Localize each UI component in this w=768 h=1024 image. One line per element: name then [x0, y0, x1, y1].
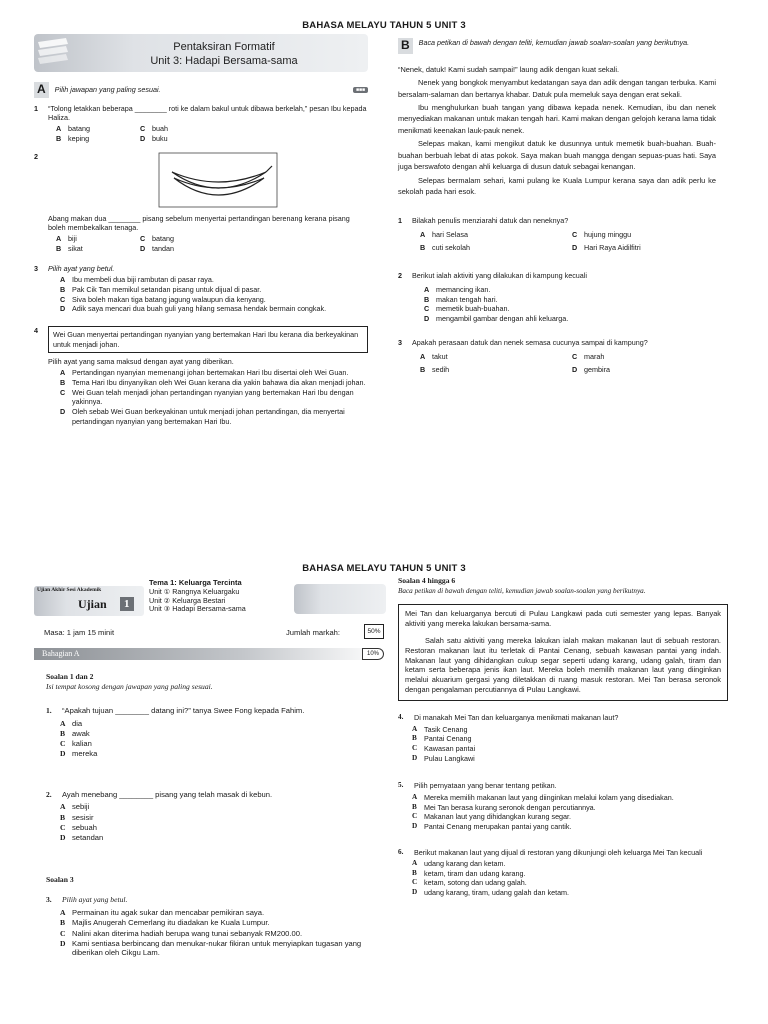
option[interactable]: B Pak Cik Tan memikul setandan pisang untuk dijual di pasar. — [60, 284, 262, 294]
p2-question-6 — [398, 848, 728, 898]
question-text: Pilih ayat yang betul. — [48, 263, 115, 273]
p2-question-5 — [398, 781, 728, 831]
option[interactable]: B makan tengah hari. — [424, 294, 498, 304]
question-number: 6. — [398, 847, 404, 856]
option[interactable]: D mereka — [60, 749, 98, 759]
section-b-instruction: Baca petikan di bawah dengan teliti, kemudian jawab soalan-soalan yang berikutnya. — [418, 38, 690, 47]
question-text: “Tolong letakkan beberapa ________ roti ke dalam bakul untuk dibawa berkelah,” pesan Ibu kepada Haliza. — [48, 103, 367, 122]
option[interactable]: A Ibu membeli dua biji rambutan di pasar raya. — [60, 275, 214, 285]
section-a-heading — [34, 82, 368, 98]
p1-b-question-3 — [398, 338, 716, 375]
passage-paragraph: Selepas bermalam sehari, kami pulang ke Kuala Lumpur kerana saya dan adik perlu ke sekolah pada hari esok. — [398, 175, 716, 197]
passage-paragraph: “Nenek, datuk! Kami sudah sampai!” laung adik dengan kuat sekali. — [398, 64, 620, 74]
page1-right-column — [398, 38, 716, 379]
bahagian-bar — [34, 648, 384, 660]
p2-question-2 — [46, 790, 376, 844]
passage-paragraph: Mei Tan dan keluarganya bercuti di Pulau Langkawi pada cuti semester yang lepas. Banyak aktiviti yang mereka lakukan bersama-sama. — [405, 609, 721, 628]
option[interactable]: C Wei Guan telah menjadi johan pertandingan nyanyian yang bertemakan Hari Ibu dengan yakinnya. — [60, 387, 354, 407]
option[interactable]: D Adik saya mencari dua buah guli yang hilang semasa hendak bermain congkak. — [60, 304, 327, 314]
option[interactable]: C ketam, sotong dan udang galah. — [412, 878, 527, 888]
banana-illustration — [158, 152, 278, 208]
option[interactable]: B Mei Tan berasa kurang seronok dengan percutiannya. — [412, 802, 596, 812]
option[interactable]: D tandan — [140, 244, 174, 254]
option[interactable]: B cuti sekolah — [420, 242, 470, 252]
book-icon — [36, 36, 70, 66]
p1-question-1 — [34, 104, 368, 144]
p2-question-1 — [46, 706, 376, 760]
option[interactable]: D gembira — [572, 364, 610, 374]
option[interactable]: A takut — [420, 352, 448, 362]
page1-title: BAHASA MELAYU TAHUN 5 UNIT 3 — [302, 20, 466, 31]
option[interactable]: A memancing ikan. — [424, 284, 491, 294]
question-text: Apakah perasaan datuk dan nenek semasa cucunya sampai di kampung? — [412, 337, 648, 347]
option[interactable]: C Makanan laut yang dihidangkan kurang segar. — [412, 812, 572, 822]
option[interactable]: B awak — [60, 728, 90, 738]
question-text: Bilakah penulis menziarahi datuk dan neneknya? — [412, 215, 569, 225]
question-text: Pilih ayat yang betul. — [62, 895, 128, 905]
section-instruction: Baca petikan di bawah dengan teliti, kemudian jawab soalan-soalan yang berikutnya. — [398, 586, 646, 595]
marks-tag-icon: ■■■ — [353, 87, 368, 94]
option[interactable]: C marah — [572, 352, 605, 362]
option[interactable]: A biji — [56, 234, 77, 244]
question-text: Berikut makanan laut yang dijual di restoran yang dikunjungi oleh keluarga Mei Tan kecuali — [414, 847, 703, 857]
given-sentence-box: Wei Guan menyertai pertandingan nyanyian yang bertemakan Hari Ibu kerana dia berkeyakinan untuk menjadi johan. — [48, 326, 368, 353]
option[interactable]: D udang karang, tiram, udang galah dan ketam. — [412, 888, 570, 898]
question-number: 2. — [46, 789, 52, 799]
option[interactable]: B ketam, tiram dan udang karang. — [412, 868, 526, 878]
passage-paragraph: Selepas makan, kami mengikut datuk ke dusunnya untuk memetik buah-buahan. Buah-buahan berbuah lebat di atas pokok. Saya makan buah mangga dengan sepuas-puas hati. Saya juga berswafoto dengan ahli keluarga di dusun datuk sebagai kenangan. — [398, 139, 716, 172]
option[interactable]: A Permainan itu agak sukar dan mencabar pemikiran saya. — [60, 908, 265, 918]
logo-line1: Ujian Akhir Sesi Akademik — [37, 587, 102, 593]
option[interactable]: C buah — [140, 124, 168, 134]
option[interactable]: B sedih — [420, 364, 450, 374]
question-number: 4. — [398, 713, 404, 722]
tema-title: Tema 1: Keluarga Tercinta — [149, 578, 242, 587]
option[interactable]: A batang — [56, 124, 90, 134]
question-number: 2 — [34, 151, 38, 161]
header-line1: Pentaksiran Formatif — [173, 41, 275, 53]
question-text: Pilih pernyataan yang benar tentang petikan. — [414, 781, 557, 791]
question-number: 2 — [398, 270, 402, 280]
option[interactable]: C Nalini akan diterima hadiah berupa wang tunai sebanyak RM200.00. — [60, 928, 303, 938]
option[interactable]: B Tema Hari Ibu dinyanyikan oleh Wei Guan kerana dia yakin bahawa dia akan menjadi johan. — [60, 377, 366, 387]
option[interactable]: B sikat — [56, 244, 83, 254]
option[interactable]: D Pantai Cenang merupakan pantai yang cantik. — [412, 821, 572, 831]
bahagian-label: Bahagian A — [42, 649, 80, 658]
option[interactable]: D buku — [140, 134, 168, 144]
question-number: 5. — [398, 781, 404, 790]
logo-word: Ujian — [78, 597, 107, 611]
bahagian-pct: 10% — [362, 648, 384, 660]
p1-question-4 — [34, 326, 368, 426]
passage-paragraph: Salah satu aktiviti yang mereka lakukan ialah makan makanan laut di sebuah restoran. Restoran makanan laut itu terletak di Pantai Cenang, sebuah kawasan pantai yang indah. Makanan laut yang dihidangkan cukup segar seperti udang karang, udang galah, tiram dan ketam serta beberapa jenis ikan laut. Mereka boleh memilih makanan laut yang diinginkan melalui akuarium gergasi yang diletakkan di ruang masuk restoran. Mei Tan berasa seronok dengan pengalaman percutiannya di Pulau Langkawi. — [405, 636, 721, 694]
option[interactable]: B sesisir — [60, 812, 94, 822]
p1-b-question-1 — [398, 216, 716, 253]
page1-left-column — [34, 82, 368, 431]
section-b-badge: B — [398, 38, 413, 54]
question-text: “Apakah tujuan ________ datang ini?” tanya Swee Fong kepada Fahim. — [62, 705, 305, 715]
option[interactable]: D Kami sentiasa berbincang dan menukar-nukar fikiran untuk menyiapkan tugasan yang diberikan oleh Cikgu Lam. — [60, 938, 362, 958]
option[interactable]: D setandan — [60, 833, 104, 843]
option[interactable]: A Pertandingan nyanyian memenangi johan bertemakan Hari Ibu disertai oleh Wei Guan. — [60, 368, 349, 378]
header-decor — [294, 584, 386, 614]
p1-b-question-2 — [398, 271, 716, 324]
jumlah-label: Jumlah markah: — [286, 628, 341, 637]
option[interactable]: A sebiji — [60, 802, 90, 812]
passage-paragraph: Nenek yang bongkok menyambut kedatangan saya dan adik dengan tangan terbuka. Kami bersalam-salaman dan bertanya khabar. Datuk pula memeluk saya dengan erat sekali. — [398, 78, 716, 99]
option[interactable]: D Pulau Langkawi — [412, 753, 475, 763]
question-number: 3 — [398, 337, 402, 347]
masa-label: Masa: 1 jam 15 minit — [44, 628, 115, 637]
option[interactable]: C Siva boleh makan tiga batang jagung walaupun dia kenyang. — [60, 294, 266, 304]
header-line2: Unit 3: Hadapi Bersama-sama — [150, 55, 298, 67]
question-number: 3 — [34, 263, 38, 273]
page2-right-column — [398, 576, 728, 902]
unit-item: Unit ③ Hadapi Bersama-sama — [149, 604, 246, 614]
page2-left-column — [46, 672, 376, 961]
p2-question-3 — [46, 895, 376, 957]
markah-box: 50% — [364, 624, 384, 639]
option[interactable]: C kalian — [60, 739, 92, 749]
unit-item: Unit ② Keluarga Bestari — [149, 595, 226, 605]
question-number: 1 — [34, 103, 38, 113]
question-number: 1. — [46, 705, 52, 715]
option[interactable]: A udang karang dan ketam. — [412, 859, 506, 869]
question-text: Pilih ayat yang sama maksud dengan ayat yang diberikan. — [48, 356, 234, 366]
question-number: 4 — [34, 326, 38, 336]
option[interactable]: A Mereka memilih makanan laut yang diinginkan melalui kolam yang disediakan. — [412, 792, 674, 802]
option[interactable]: C sebuah — [60, 822, 97, 832]
question-text: Berikut ialah aktiviti yang dilakukan di kampung kecuali — [412, 270, 587, 280]
option[interactable]: C memetik buah-buahan. — [424, 304, 510, 314]
question-text: Ayah menebang ________ pisang yang telah masak di kebun. — [62, 789, 273, 799]
section-b-heading — [398, 38, 716, 54]
page2-title: BAHASA MELAYU TAHUN 5 UNIT 3 — [302, 563, 466, 574]
option[interactable]: C hujung minggu — [572, 230, 632, 240]
p1-question-2 — [34, 152, 368, 254]
option[interactable]: A dia — [60, 718, 83, 728]
p2-question-4 — [398, 713, 728, 763]
unit-list — [149, 588, 246, 614]
page1-header-banner — [34, 34, 368, 72]
question-number: 3. — [46, 895, 52, 905]
passage-paragraph: Ibu menghulurkan buah tangan yang dibawa kepada nenek. Kemudian, ibu dan nenek menyediakan makanan untuk makan tengah hari. Kami makan dengan gelojoh kerana lama tidak menikmati keenakan lauk-pauk nenek. — [398, 103, 716, 135]
question-text: Di manakah Mei Tan dan keluarganya menikmati makanan laut? — [414, 713, 619, 723]
logo-number: 1 — [120, 597, 134, 611]
option[interactable]: A hari Selasa — [420, 230, 468, 240]
option[interactable]: D Hari Raya Aidilfitri — [572, 242, 641, 252]
ujian-logo — [34, 586, 144, 616]
p1-question-3 — [34, 264, 368, 314]
option[interactable]: C Kawasan pantai — [412, 744, 476, 754]
option[interactable]: D Oleh sebab Wei Guan berkeyakinan untuk menjadi johan pertandingan, dia menyertai pertandingan nyanyian yang bertemakan Hari Ibu. — [60, 407, 345, 426]
option[interactable]: A Tasik Cenang — [412, 724, 468, 734]
page2-header — [34, 578, 384, 642]
option[interactable]: D mengambil gambar dengan ahli keluarga. — [424, 314, 569, 324]
option[interactable]: B Majlis Anugerah Cemerlang itu diadakan ke Kuala Lumpur. — [60, 918, 270, 928]
option[interactable]: B Pantai Cenang — [412, 734, 472, 744]
section-a-badge: A — [34, 82, 49, 98]
passage-b — [398, 64, 716, 198]
option[interactable]: C batang — [140, 234, 174, 244]
section-a-instruction: Pilih jawapan yang paling sesuai. — [54, 85, 161, 95]
question-text: Abang makan dua ________ pisang sebelum menyertai pertandingan berenang kerana pisang boleh membekalkan tenaga. — [48, 213, 350, 233]
passage-box — [398, 604, 728, 701]
unit-item: Unit ① Rangnya Keluargaku — [149, 587, 240, 596]
question-number: 1 — [398, 215, 402, 225]
section-title: Soalan 1 dan 2 — [46, 672, 94, 681]
option[interactable]: B keping — [56, 134, 90, 144]
section-title: Soalan 4 hingga 6 — [398, 576, 456, 585]
section-title: Soalan 3 — [46, 875, 74, 885]
section-instruction: Isi tempat kosong dengan jawapan yang paling sesuai. — [46, 681, 213, 691]
